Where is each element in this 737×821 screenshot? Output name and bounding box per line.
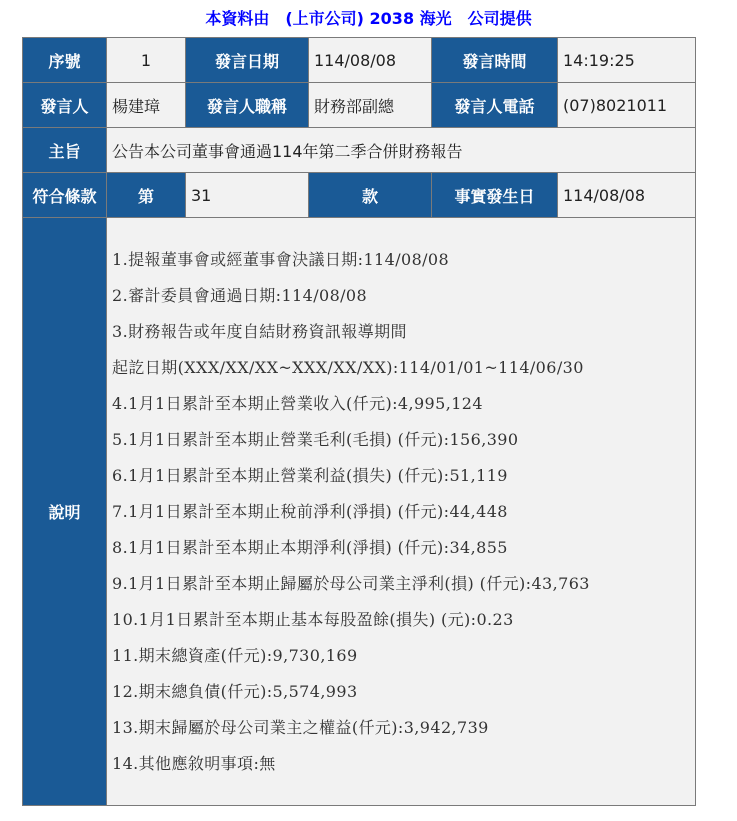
description-line: 8.1月1日累計至本期止本期淨利(淨損) (仟元):34,855: [112, 537, 508, 557]
description-line: 6.1月1日累計至本期止營業利益(損失) (仟元):51,119: [112, 465, 508, 485]
description-label: 說明: [23, 218, 107, 806]
seq-label: 序號: [23, 38, 107, 83]
description-line: 12.期末總負債(仟元):5,574,993: [112, 681, 358, 701]
subject-label: 主旨: [23, 128, 107, 173]
description-line: 10.1月1日累計至本期止基本每股盈餘(損失) (元):0.23: [112, 609, 514, 629]
table-row: [23, 83, 696, 128]
clause-number-value: 31: [186, 173, 309, 218]
description-line: 4.1月1日累計至本期止營業收入(仟元):4,995,124: [112, 393, 483, 413]
clause-label: 符合條款: [23, 173, 107, 218]
speaker-title-value: 財務部副總: [309, 83, 432, 128]
description-line: 11.期末總資產(仟元):9,730,169: [112, 645, 358, 665]
description-line: 9.1月1日累計至本期止歸屬於母公司業主淨利(損) (仟元):43,763: [112, 573, 590, 593]
table-row: [23, 173, 696, 218]
time-label: 發言時間: [432, 38, 558, 83]
speaker-phone-value: (07)8021011: [558, 83, 696, 128]
table-row: [23, 218, 696, 806]
page-title: 本資料由 (上市公司) 2038 海光 公司提供: [205, 9, 532, 28]
description-content: [107, 218, 696, 806]
event-date-label: 事實發生日: [432, 173, 558, 218]
table-row: [23, 128, 696, 173]
speaker-label: 發言人: [23, 83, 107, 128]
speaker-value: 楊建璋: [107, 83, 186, 128]
description-line: 5.1月1日累計至本期止營業毛利(毛損) (仟元):156,390: [112, 429, 519, 449]
clause-prefix: 第: [107, 173, 186, 218]
description-line: 7.1月1日累計至本期止稅前淨利(淨損) (仟元):44,448: [112, 501, 508, 521]
speaker-phone-label: 發言人電話: [432, 83, 558, 128]
description-line: 2.審計委員會通過日期:114/08/08: [112, 285, 368, 305]
date-label: 發言日期: [186, 38, 309, 83]
description-line: 13.期末歸屬於母公司業主之權益(仟元):3,942,739: [112, 717, 489, 737]
description-line: 14.其他應敘明事項:無: [112, 753, 276, 773]
speaker-title-label: 發言人職稱: [186, 83, 309, 128]
table-row: [23, 38, 696, 83]
announcement-table: [22, 37, 696, 806]
description-line: 起訖日期(XXX/XX/XX~XXX/XX/XX):114/01/01~114/06/30: [112, 357, 584, 377]
clause-suffix: 款: [309, 173, 432, 218]
subject-value: 公告本公司董事會通過114年第二季合併財務報告: [107, 128, 696, 173]
description-line: 1.提報董事會或經董事會決議日期:114/08/08: [112, 249, 450, 269]
time-value: 14:19:25: [558, 38, 696, 83]
description-line: 3.財務報告或年度自結財務資訊報導期間: [112, 321, 407, 341]
seq-value: 1: [107, 38, 186, 83]
date-value: 114/08/08: [309, 38, 432, 83]
event-date-value: 114/08/08: [558, 173, 696, 218]
